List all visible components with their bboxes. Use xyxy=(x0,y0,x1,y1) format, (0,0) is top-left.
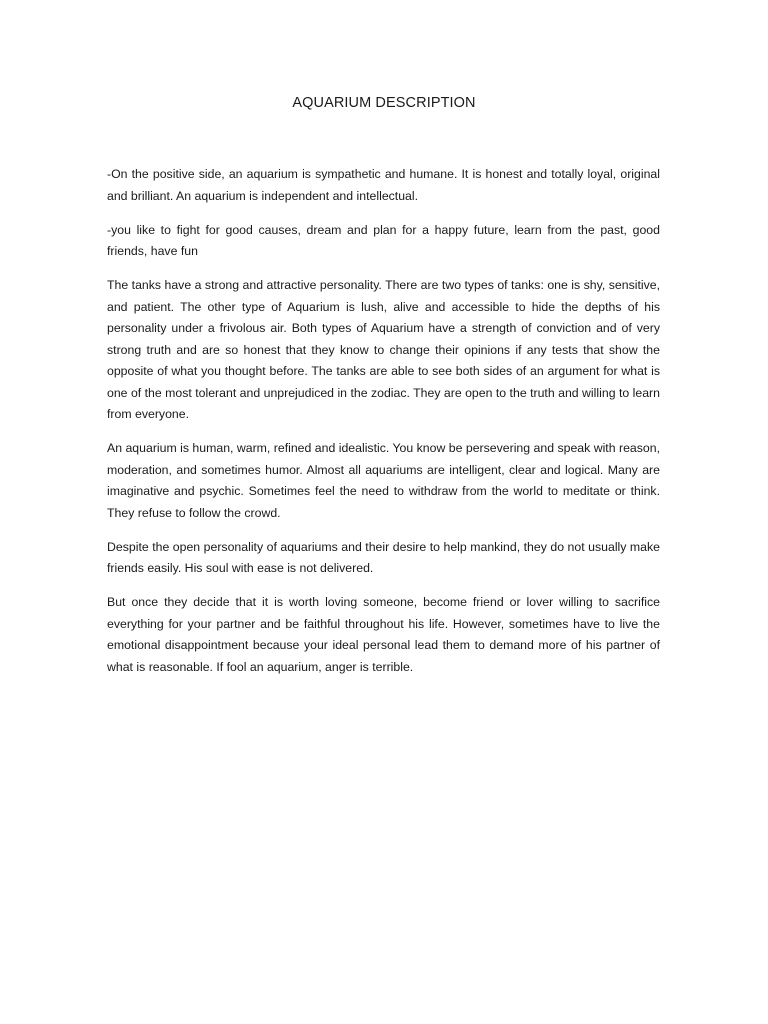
paragraph-3: The tanks have a strong and attractive personality. There are two types of tanks: one is shy, sensitive, and patient. The other type of Aquarium is lush, alive and accessible to hide the depths of his personality under a frivolous air. Both types of Aquarium have a strength of conviction and of very strong truth and are so honest that they know to change their opinions if any tests that show the opposite of what you thought before. The tanks are able to see both sides of an argument for what is one of the most tolerant and unprejudiced in the zodiac. They are open to the truth and willing to learn from everyone. xyxy=(107,278,660,421)
document-title: AQUARIUM DESCRIPTION xyxy=(292,95,476,111)
paragraph-1: -On the positive side, an aquarium is sympathetic and humane. It is honest and totally loyal, original and brilliant. An aquarium is independent and intellectual. xyxy=(107,167,660,203)
paragraph-5: Despite the open personality of aquariums and their desire to help mankind, they do not usually make friends easily. His soul with ease is not delivered. xyxy=(107,539,660,575)
document-body xyxy=(107,164,660,691)
paragraph-2: -you like to fight for good causes, dream and plan for a happy future, learn from the past, good friends, have fun xyxy=(107,222,660,258)
paragraph-6: But once they decide that it is worth loving someone, become friend or lover willing to sacrifice everything for your partner and be faithful throughout his life. However, sometimes have to live the emotional disappointment because your ideal personal lead them to demand more of his partner of what is reasonable. If fool an aquarium, anger is terrible. xyxy=(107,595,660,674)
paragraph-4: An aquarium is human, warm, refined and idealistic. You know be persevering and speak with reason, moderation, and sometimes humor. Almost all aquariums are intelligent, clear and logical. Many are imaginative and psychic. Sometimes feel the need to withdraw from the world to meditate or think. They refuse to follow the crowd. xyxy=(107,441,660,520)
